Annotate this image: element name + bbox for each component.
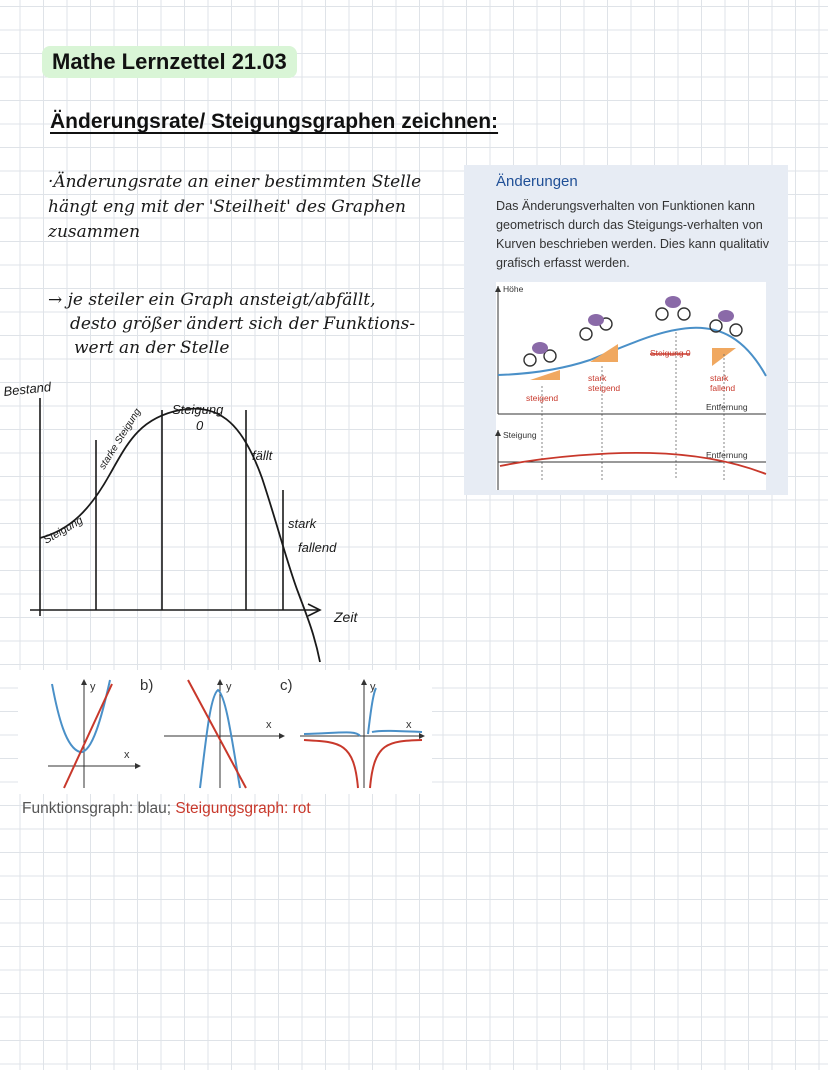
note-line: wert an der Stelle (74, 338, 230, 358)
legend-red: Steigungsgraph: rot (175, 800, 311, 817)
panel-c-label: c) (280, 677, 293, 694)
legend (22, 800, 311, 818)
distance-label-2: Entfernung (706, 450, 748, 460)
note-line: → je steiler ein Graph ansteigt/abfällt, (48, 290, 376, 310)
axis-y-b: y (226, 681, 232, 693)
note-line: zusammen (48, 222, 141, 242)
axis-y-a: y (90, 681, 96, 693)
distance-label: Entfernung (706, 402, 748, 412)
sketch-curve (40, 409, 320, 662)
card-body: Das Änderungsverhalten von Funktionen kann geometrisch durch das Steigungs-verhalten von Kurven beschrieben werden. Dies kann qualitativ grafisch erfasst werden. (496, 199, 770, 270)
height-label: Höhe (503, 284, 524, 294)
label-stark-steigend-2: steigend (588, 383, 621, 393)
hand-sketch-graph (0, 370, 460, 670)
note-rate-of-change (48, 170, 448, 245)
section-heading: Änderungsrate/ Steigungsgraphen zeichnen: (50, 110, 499, 133)
axis-x-b: x (266, 719, 272, 731)
example-graphs (0, 670, 440, 795)
label-zero: 0 (196, 418, 204, 433)
label-stark: stark (288, 516, 317, 531)
label-fallend: fallend (298, 540, 337, 555)
label-steigung-0: Steigung 0 (650, 348, 691, 358)
page-title: Mathe Lernzettel 21.03 (42, 46, 297, 78)
label-stark-fallend-2: fallend (710, 383, 736, 393)
label-faellt: fällt (252, 448, 273, 463)
textbook-figure (490, 282, 788, 492)
axis-y-c: y (370, 681, 376, 693)
note-line: desto größer ändert sich der Funktions- (70, 314, 416, 334)
note-line: ·Änderungsrate an einer bestimmten Stelle (48, 172, 422, 192)
label-steigung: Steigung (41, 514, 86, 547)
label-zeit: Zeit (334, 609, 358, 625)
axis-x-a: x (124, 749, 130, 761)
label-stark-steigend-1: stark (588, 373, 607, 383)
legend-blue: Funktionsgraph: blau; (22, 800, 172, 817)
label-steigend: steigend (526, 393, 559, 403)
note-steepness (48, 288, 468, 360)
label-starke-steigung: starke Steigung (97, 406, 144, 472)
label-stark-fallend-1: stark (710, 373, 729, 383)
panel-b-label: b) (140, 677, 154, 694)
card-heading: Änderungen (496, 173, 578, 190)
label-bestand: Bestand (2, 379, 52, 399)
axis-x-c: x (406, 719, 412, 731)
label-steigung-top: Steigung (172, 402, 224, 417)
slope-axis-label: Steigung (503, 430, 537, 440)
note-line: hängt eng mit der 'Steilheit' des Graphen (48, 197, 406, 217)
